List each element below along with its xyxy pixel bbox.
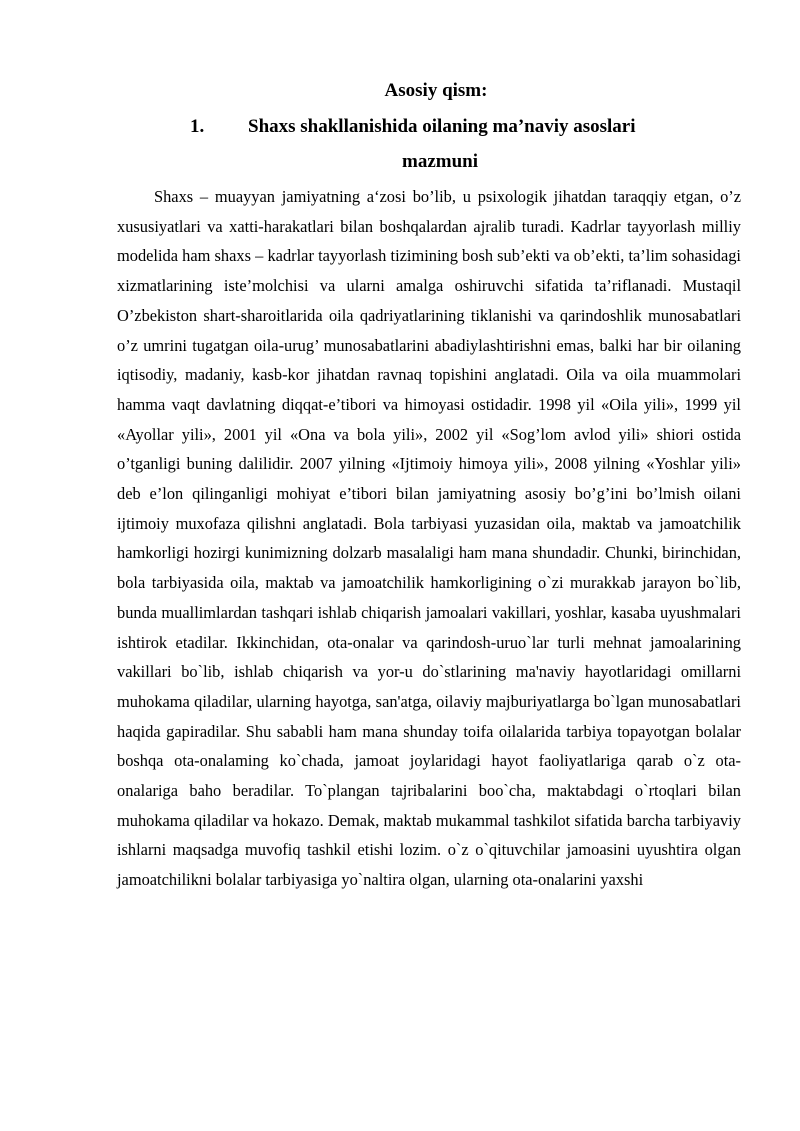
chapter-number: 1. — [190, 116, 205, 137]
chapter-title: Shaxs shakllanishida oilaning ma’naviy asoslari — [248, 116, 636, 137]
section-title: Asosiy qism: — [384, 80, 488, 101]
chapter-title-continuation: mazmuni — [402, 151, 478, 172]
body-paragraph: Shaxs – muayyan jamiyatning a‘zosi bo’lib, u psixologik jihatdan taraqqiy etgan, o’z xususiyatlari va xatti-harakatlari bilan boshqalardan ajralib turadi. Kadrlar tayyorlash milliy modelida ham shaxs – kadrlar tayyorlash tizimining bosh sub’ekti va ob’ekti, ta’lim sohasidagi xizmatlarining iste’molchisi va ularni amalga oshiruvchi sifatida ta’riflanadi. Mustaqil O’zbekiston shart-sharoitlarida oila qadriyatlarining tiklanishi va qarindoshlik munosabatlari o’z umrini tugatgan oila-urug’ munosabatlarini abadiylashtirishni emas, balki har bir oilaning iqtisodiy, madaniy, kasb-kor jihatdan ravnaq topishini anglatadi. Oila va oila muammolari hamma vaqt davlatning diqqat-e’tibori va himoyasi ostidadir. 1998 yil «Oila yili», 1999 yil «Ayollar yili», 2001 yil «Ona va bola yili», 2002 yil «Sog’lom avlod yili» shiori ostida o’tganligi buning dalilidir. 2007 yilning «Ijtimoiy himoya yili», 2008 yilning «Yoshlar yili» deb e’lon qilinganligi mohiyat e’tibori bilan jamiyatning asosiy bo’g’ini bo’lmish oilani ijtimoiy muxofaza qilishni anglatadi. Bola tarbiyasi yuzasidan oila, maktab va jamoatchilik hamkorligi hozirgi kunimizning dolzarb masalaligi ham mana shundadir. Chunki, birinchidan, bola tarbiyasida oila, maktab va jamoatchilik hamkorligining o`zi murakkab jarayon bo`lib, bunda muallimlardan tashqari ishlab chiqarish jamoalari vakillari, yoshlar, kasaba uyushmalari ishtirok etadilar. Ikkinchidan, ota-onalar va qarindosh-uruo`lar turli mehnat jamoalarining vakillari bo`lib, ishlab chiqarish va yor-u do`stlarining ma'naviy hayotlaridagi omillarni muhokama qiladilar, ularning hayotga, san'atga, oilaviy majburiyatlarga bo`lgan munosabatlari haqida gapiradilar. Shu sababli ham mana shunday toifa oilalarida tarbiya topayotgan bolalar boshqa ota-onalaming ko`chada, jamoat joylaridagi hayot faoliyatlariga qarab o`z ota-onalariga baho beradilar. To`plangan tajribalarini boo`cha, maktabdagi o`rtoqlari bilan muhokama qiladilar va hokazo. Demak, maktab mukammal tashkilot sifatida barcha tarbiyaviy ishlarni maqsadga muvofiq tashkil etishi lozim. o`z o`qituvchilar jamoasini uyushtira olgan jamoatchilikni bolalar tarbiyasiga yo`naltira olgan, ularning ota-onalarini yaxshi — [117, 187, 741, 890]
